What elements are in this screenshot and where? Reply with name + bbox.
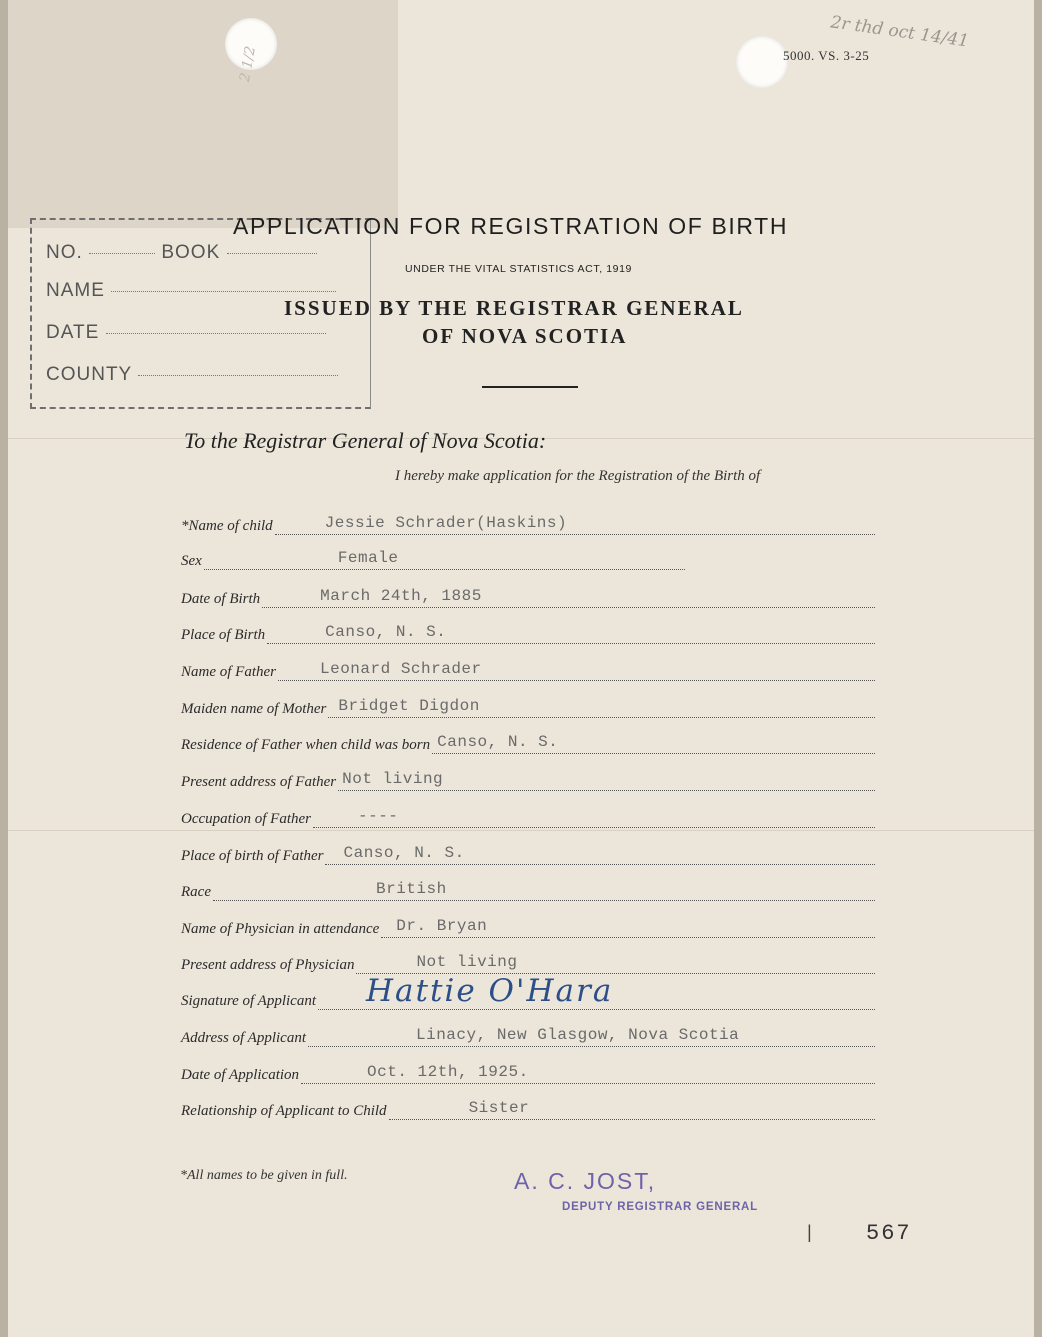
stamp-county-label: COUNTY	[46, 364, 132, 385]
field-name-of-physician	[181, 914, 875, 938]
field-label: Name of Physician in attendance	[181, 921, 380, 937]
footnote: *All names to be given in full.	[180, 1168, 348, 1183]
field-label: Present address of Father	[181, 774, 337, 790]
field-sex	[181, 546, 685, 570]
form-title: APPLICATION FOR REGISTRATION OF BIRTH	[233, 213, 789, 239]
field-label: Place of birth of Father	[181, 848, 324, 864]
applicant-signature: Hattie O'Hara	[366, 973, 614, 1009]
field-label: Relationship of Applicant to Child	[181, 1103, 387, 1119]
field-name-of-child	[181, 511, 875, 535]
application-statement: I hereby make application for the Registration of the Birth of	[395, 468, 761, 484]
field-value: ----	[357, 807, 399, 825]
field-value: Oct. 12th, 1925.	[367, 1063, 529, 1081]
field-label: Race	[181, 884, 211, 900]
field-label: Name of Father	[181, 664, 276, 680]
registrar-stamp-name: A. C. JOST,	[514, 1168, 657, 1194]
field-signature-of-applicant	[181, 973, 875, 1010]
field-place-of-birth-of-father	[181, 841, 875, 865]
field-value: Linacy, New Glasgow, Nova Scotia	[416, 1026, 740, 1044]
serial-mark: |	[804, 1224, 815, 1244]
pencil-annotation: 2r thd oct 14/41	[829, 12, 971, 52]
field-value: Not living	[416, 953, 518, 971]
fold-line	[8, 830, 1034, 831]
issued-by-line1: ISSUED BY THE REGISTRAR GENERAL	[284, 296, 744, 320]
field-label: Sex	[181, 553, 202, 569]
punch-hole-right	[736, 36, 788, 88]
title-rule	[482, 386, 578, 388]
field-label: Place of Birth	[181, 627, 266, 643]
field-label: Present address of Physician	[181, 957, 355, 973]
field-value: Not living	[342, 770, 444, 788]
salutation: To the Registrar General of Nova Scotia:	[184, 428, 547, 453]
field-value: March 24th, 1885	[320, 587, 482, 605]
field-present-address-of-father	[181, 767, 875, 791]
field-name-of-father	[181, 657, 875, 681]
field-occupation-of-father	[181, 804, 875, 828]
field-relationship-to-child	[181, 1096, 875, 1120]
pencil-margin-note: 2 1/2	[236, 44, 259, 84]
field-value: British	[375, 880, 447, 898]
field-value: Jessie Schrader(Haskins)	[324, 514, 568, 532]
field-date-of-application	[181, 1060, 875, 1084]
registrar-stamp-title: DEPUTY REGISTRAR GENERAL	[562, 1201, 758, 1213]
form-code: 5000. VS. 3-25	[783, 48, 870, 63]
field-label: Occupation of Father	[181, 811, 311, 827]
issued-by-line2: OF NOVA SCOTIA	[422, 324, 628, 348]
field-address-of-applicant	[181, 1023, 875, 1047]
field-value: Canso, N. S.	[325, 623, 447, 641]
field-label: Date of Birth	[181, 591, 261, 607]
underlying-sheet	[8, 0, 398, 228]
field-race	[181, 877, 875, 901]
field-label: *Name of child	[181, 518, 273, 534]
field-present-address-of-physician	[181, 950, 875, 974]
field-date-of-birth	[181, 584, 875, 608]
stamp-date-label: DATE	[46, 322, 100, 343]
field-residence-of-father	[181, 730, 875, 754]
field-value: Canso, N. S.	[343, 844, 465, 862]
field-place-of-birth	[181, 620, 875, 644]
field-label: Residence of Father when child was born	[181, 737, 431, 753]
form-sheet	[8, 0, 1034, 1337]
stamp-book-label: BOOK	[161, 242, 221, 263]
field-value: Sister	[468, 1099, 530, 1117]
field-label: Signature of Applicant	[181, 993, 316, 1009]
field-value: Dr. Bryan	[396, 917, 488, 935]
field-label: Address of Applicant	[181, 1030, 306, 1046]
field-label: Maiden name of Mother	[181, 701, 327, 717]
field-maiden-name-of-mother	[181, 694, 875, 718]
field-value: Canso, N. S.	[437, 733, 559, 751]
act-subtitle: UNDER THE VITAL STATISTICS ACT, 1919	[405, 263, 632, 275]
stamp-name-label: NAME	[46, 280, 105, 301]
field-value: Bridget Digdon	[338, 697, 480, 715]
serial-number: 567	[866, 1221, 912, 1246]
stamp-no-label: NO.	[46, 242, 83, 263]
field-value: Female	[337, 549, 399, 567]
field-label: Date of Application	[181, 1067, 300, 1083]
field-value: Leonard Schrader	[320, 660, 482, 678]
